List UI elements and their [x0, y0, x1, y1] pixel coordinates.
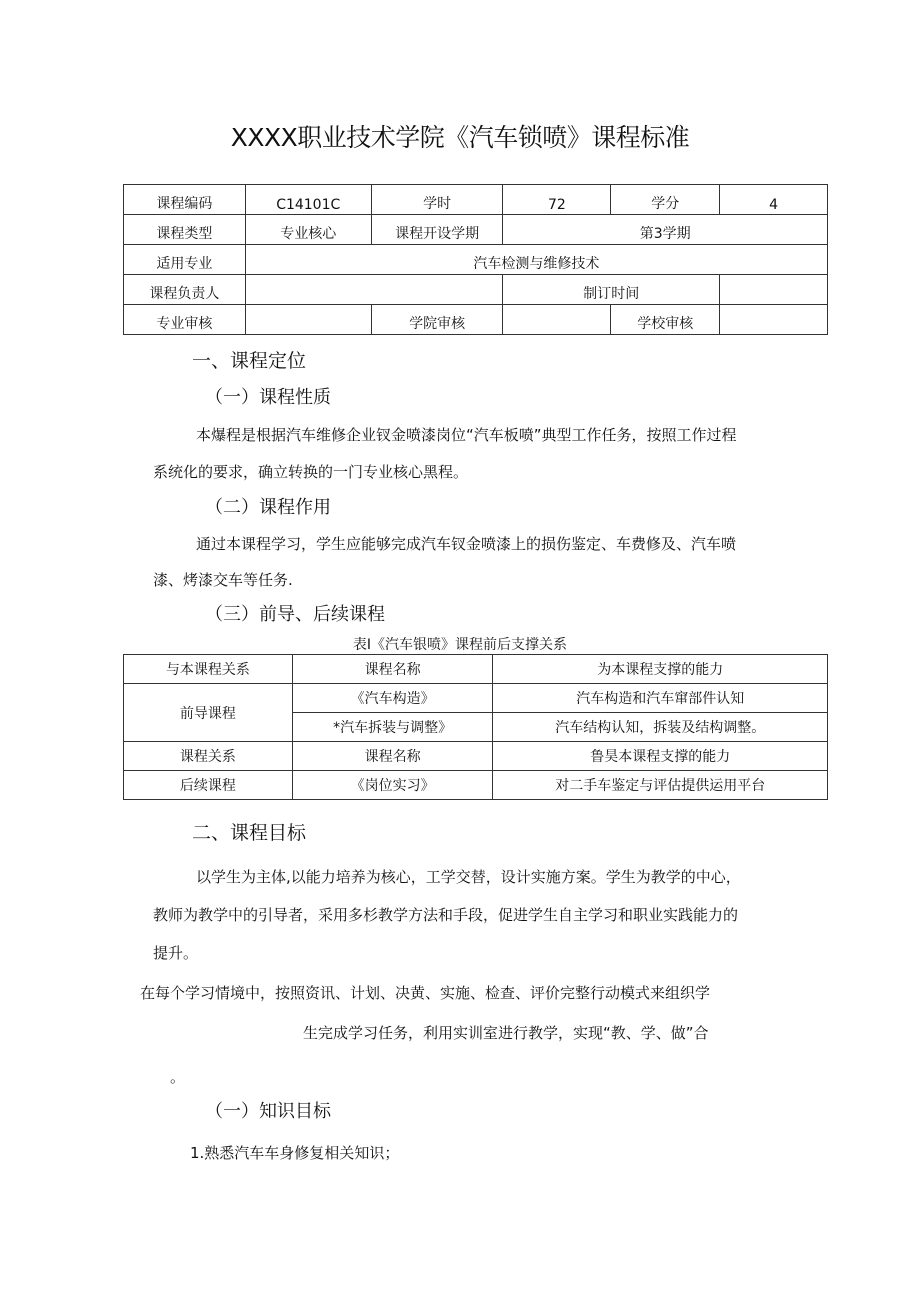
table-cell: 后续课程 [124, 771, 293, 800]
paragraph-line: 系统化的要求，确立转换的一门专业核心黑程。 [153, 463, 469, 481]
paragraph-line: 教师为教学中的引导者，采用多杉教学方法和手段，促进学生自主学习和职业实践能力的 [153, 906, 739, 924]
course-info-table [123, 184, 828, 335]
table-cell: 4 [720, 185, 828, 215]
section-heading: 二、课程目标 [192, 822, 307, 844]
table-caption: 表I《汽车银喷》课程前后支撑关系 [352, 637, 568, 653]
table-cell: 汽车结构认知，拆装及结构调整。 [493, 713, 828, 742]
table-cell: 专业核心 [245, 215, 371, 245]
table-row [124, 742, 828, 771]
paragraph-line: 以学生为主体,以能力培养为核心，工学交替，设计实施方案。学生为教学的中心， [196, 868, 741, 886]
table-cell: 《岗位实习》 [292, 771, 493, 800]
table-row [124, 684, 828, 713]
table-cell [245, 275, 503, 305]
subsection-heading: （一）知识目标 [205, 1101, 331, 1122]
table-row [124, 215, 828, 245]
table-cell: 课程开设学期 [371, 215, 503, 245]
table-cell [720, 305, 828, 335]
list-item: 1.熟悉汽车车身修复相关知识； [190, 1144, 400, 1162]
paragraph-line: 漆、烤漆交车等任务. [153, 571, 293, 589]
table-cell: 学校审核 [611, 305, 720, 335]
table-cell [720, 275, 828, 305]
paragraph-line: 通过本课程学习，学生应能够完成汽车钗金喷漆上的损伤鉴定、车费修及、汽车喷 [196, 535, 737, 553]
paragraph-line: 本爆程是根据汽车维修企业钗金喷漆岗位“汽车板喷”典型工作任务，按照工作过程 [196, 426, 737, 444]
table-header-cell: 鲁昊本课程支撑的能力 [493, 742, 828, 771]
subsection-heading: （三）前导、后续课程 [205, 604, 385, 625]
table-cell: 适用专业 [124, 245, 246, 275]
table-row [124, 305, 828, 335]
table-row [124, 275, 828, 305]
subsection-heading: （一）课程性质 [205, 387, 331, 408]
table-cell: 汽车构造和汽车窜部件认知 [493, 684, 828, 713]
table-header-cell: 课程名称 [292, 655, 493, 684]
table-cell: 学院审核 [371, 305, 503, 335]
table-header-cell: 课程关系 [124, 742, 293, 771]
table-cell: 制订时间 [503, 275, 720, 305]
section-heading: 一、课程定位 [192, 350, 307, 372]
table-cell: 学分 [611, 185, 720, 215]
paragraph-line: 提升。 [153, 944, 199, 962]
table-row [124, 771, 828, 800]
paragraph-line: 在每个学习情境中，按照资讯、计划、决黄、实施、检查、评价完整行动模式来组织学 [140, 984, 711, 1002]
table-cell: 课程负责人 [124, 275, 246, 305]
table-cell [245, 305, 371, 335]
table-cell: C14101C [245, 185, 371, 215]
table-header-cell: 课程名称 [292, 742, 493, 771]
table-cell: 第3学期 [503, 215, 828, 245]
paragraph-line: 。 [170, 1068, 186, 1086]
subsection-heading: （二）课程作用 [205, 497, 331, 518]
course-relation-table [123, 654, 828, 800]
table-cell: 课程编码 [124, 185, 246, 215]
table-cell [503, 305, 611, 335]
table-cell: 72 [503, 185, 611, 215]
table-cell: 汽车检测与维修技术 [245, 245, 827, 275]
table-cell: *汽车拆装与调整》 [292, 713, 493, 742]
table-header-cell: 为本课程支撑的能力 [493, 655, 828, 684]
table-row [124, 655, 828, 684]
table-cell: 学时 [371, 185, 503, 215]
table-cell: 课程类型 [124, 215, 246, 245]
table-row [124, 185, 828, 215]
table-cell: 前导课程 [124, 684, 293, 742]
table-cell: 《汽车构造》 [292, 684, 493, 713]
table-cell: 对二手车鉴定与评估提供运用平台 [493, 771, 828, 800]
document-title: XXXX职业技术学院《汽车锁喷》课程标准 [230, 123, 690, 152]
table-header-cell: 与本课程关系 [124, 655, 293, 684]
table-row [124, 245, 828, 275]
table-cell: 专业审核 [124, 305, 246, 335]
paragraph-line: 生完成学习任务，利用实训室进行教学，实现“教、学、做”合 [303, 1024, 709, 1042]
